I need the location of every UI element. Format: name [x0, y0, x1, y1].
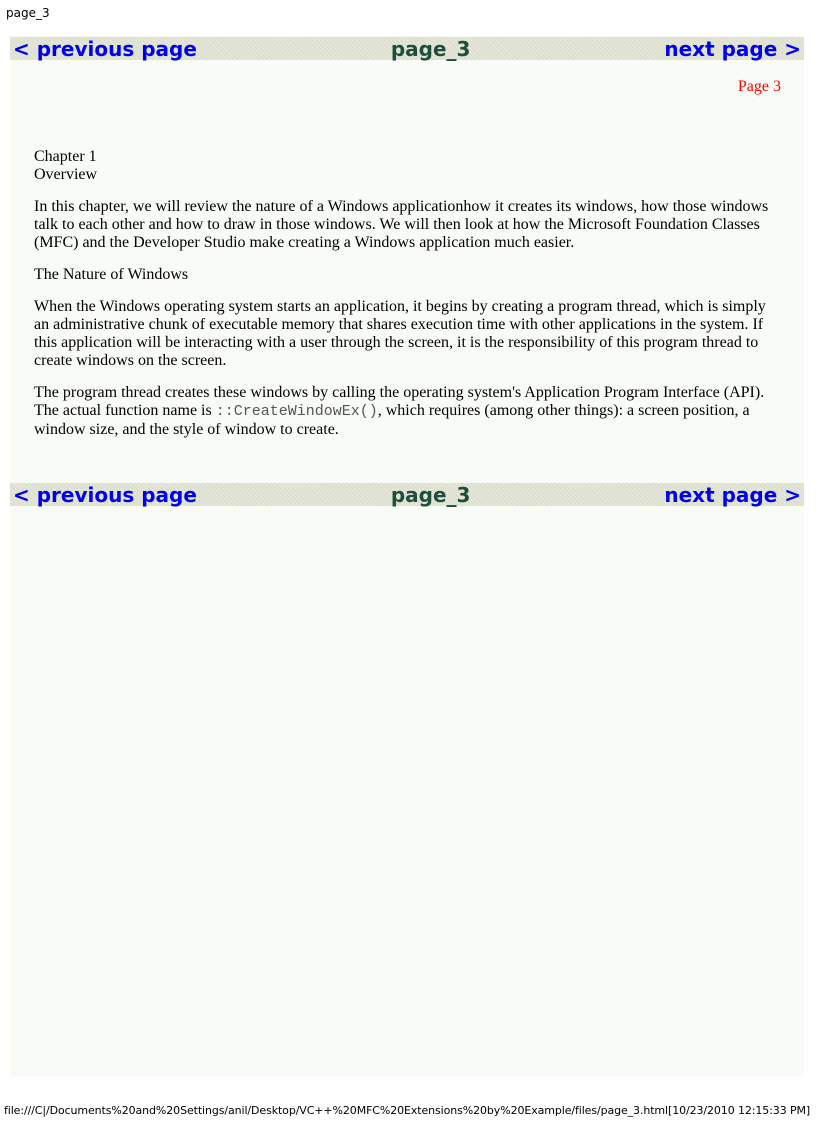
footer-url: file:///C|/Documents%20and%20Settings/anil/Desktop/VC++%20MFC%20Extensions%20by%20Example/files/page_3.html[10/23/2010 12:15:33 PM]	[4, 1104, 811, 1117]
nav-title: page_3	[390, 482, 471, 507]
chapter-label: Chapter 1	[34, 148, 97, 165]
text: The program thread creates these windows by calling the operating system's Application Program Interface (API). The actual function name is	[34, 384, 765, 419]
previous-page-link[interactable]: < previous page	[13, 36, 197, 61]
paragraph	[34, 384, 784, 439]
paragraph: In this chapter, we will review the nature of a Windows applicationhow it creates its windows, how those windows talk to each other and how to draw in those windows. We will then look at how the Microsoft Foundation Classes (MFC) and the Developer Studio make creating a Windows application much easier.	[34, 198, 769, 251]
page-number: Page 3	[737, 78, 781, 95]
next-page-link[interactable]: next page >	[664, 482, 801, 507]
top-nav-bar	[10, 37, 804, 60]
section-heading: The Nature of Windows	[34, 266, 189, 283]
chapter-title: Overview	[34, 166, 98, 183]
code-function-name: ::CreateWindowEx()	[215, 403, 378, 420]
next-page-link[interactable]: next page >	[664, 36, 801, 61]
page-body	[10, 36, 804, 1076]
header-title: page_3	[6, 6, 50, 20]
nav-title: page_3	[390, 36, 471, 61]
content	[34, 148, 784, 453]
bottom-nav-bar	[10, 483, 804, 506]
text: , which requires (among other things): a screen position, a window size, and the style of window to create.	[34, 402, 750, 438]
paragraph: When the Windows operating system starts an application, it begins by creating a program thread, which is simply an administrative chunk of executable memory that shares execution time with other applications in the system. If this application will be interacting with a user through the screen, it is the responsibility of this program thread to create windows on the screen.	[34, 298, 766, 369]
previous-page-link[interactable]: < previous page	[13, 482, 197, 507]
